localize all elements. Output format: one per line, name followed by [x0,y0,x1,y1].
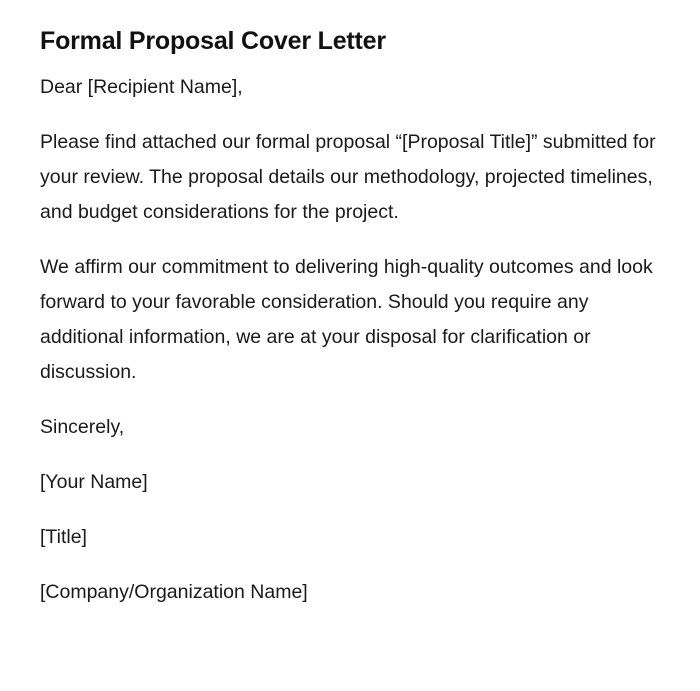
signature-title: [Title] [40,526,87,548]
document-title: Formal Proposal Cover Letter [40,27,386,55]
body-paragraph-2: We affirm our commitment to delivering high-quality outcomes and look forward to your favorable consideration. Should you require any additional information, we are at your disposal for clarification or discussion. [40,256,653,383]
signature-name: [Your Name] [40,471,148,493]
closing: Sincerely, [40,416,125,438]
signature-organization: [Company/Organization Name] [40,581,308,603]
salutation: Dear [Recipient Name], [40,76,243,98]
body-paragraph-1: Please find attached our formal proposal “[Proposal Title]” submitted for your review. The proposal details our methodology, projected timelines, and budget considerations for the project. [40,131,656,223]
